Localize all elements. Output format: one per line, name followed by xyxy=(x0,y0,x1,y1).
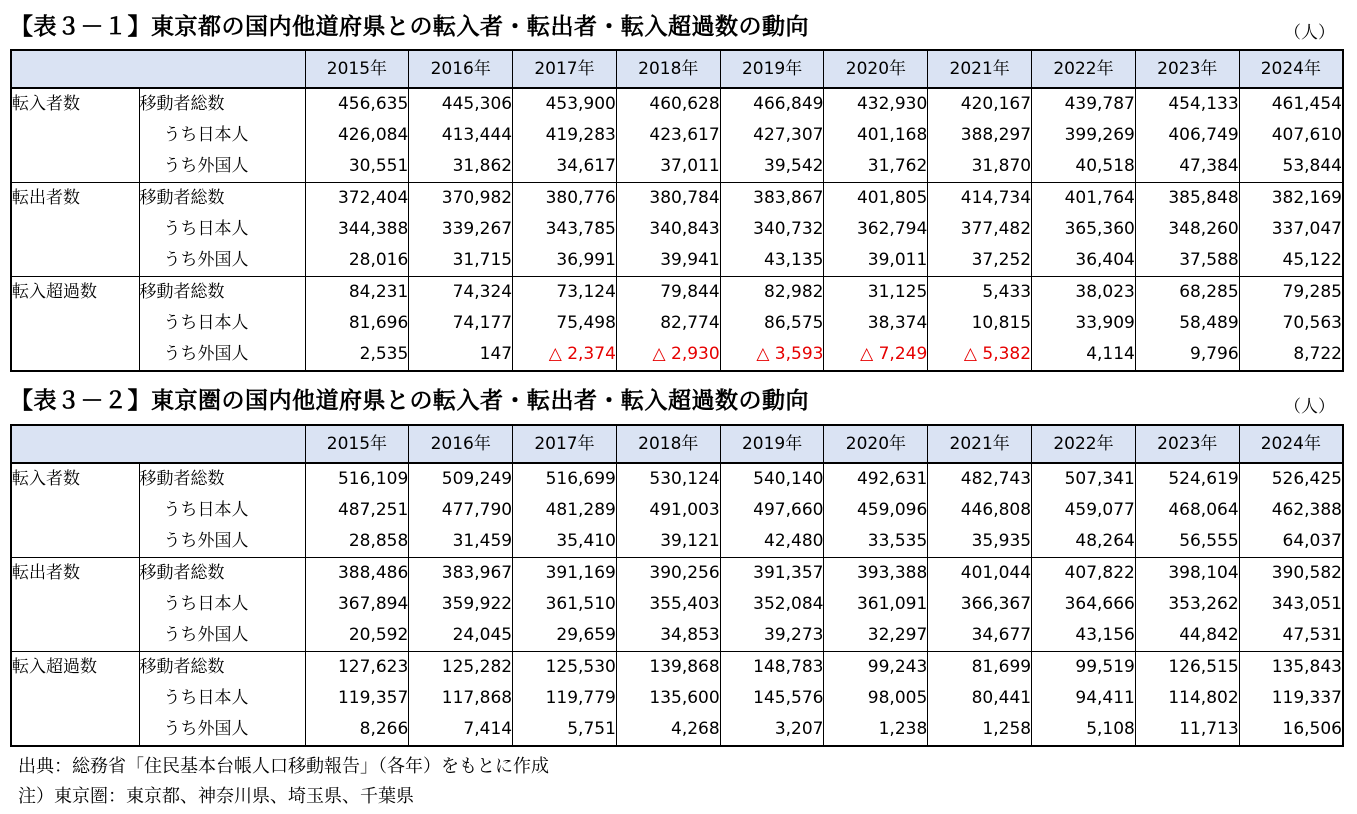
value-cell: 370,982 xyxy=(409,183,513,215)
value-cell: △ 2,374 xyxy=(513,339,617,371)
table-row xyxy=(11,245,1343,277)
value-cell: 459,096 xyxy=(824,495,928,526)
year-header: 2021年 xyxy=(928,50,1032,88)
year-header: 2024年 xyxy=(1239,425,1343,463)
value-cell: 372,404 xyxy=(305,183,409,215)
value-cell: △ 2,930 xyxy=(616,339,720,371)
value-cell: 42,480 xyxy=(720,526,824,558)
value-cell: 32,297 xyxy=(824,620,928,652)
year-header: 2017年 xyxy=(513,50,617,88)
value-cell: 5,433 xyxy=(928,277,1032,309)
value-cell: 393,388 xyxy=(824,558,928,590)
value-cell: 461,454 xyxy=(1239,88,1343,120)
value-cell: 20,592 xyxy=(305,620,409,652)
value-cell: 29,659 xyxy=(513,620,617,652)
value-cell: 401,168 xyxy=(824,120,928,151)
table2-title-row xyxy=(10,378,1347,418)
value-cell: 126,515 xyxy=(1135,652,1239,684)
value-cell: 37,588 xyxy=(1135,245,1239,277)
value-cell: 352,084 xyxy=(720,589,824,620)
value-cell: 34,617 xyxy=(513,151,617,183)
value-cell: 39,941 xyxy=(616,245,720,277)
value-cell: 362,794 xyxy=(824,214,928,245)
value-cell: 1,258 xyxy=(928,714,1032,746)
value-cell: 79,844 xyxy=(616,277,720,309)
row-label: うち外国人 xyxy=(139,339,305,371)
footnote: 注）東京圏：東京都、神奈川県、埼玉県、千葉県 xyxy=(18,786,414,807)
value-cell: 509,249 xyxy=(409,463,513,495)
value-cell: 82,982 xyxy=(720,277,824,309)
value-cell: 30,551 xyxy=(305,151,409,183)
value-cell: 385,848 xyxy=(1135,183,1239,215)
value-cell: 343,785 xyxy=(513,214,617,245)
value-cell: 33,535 xyxy=(824,526,928,558)
value-cell: 361,091 xyxy=(824,589,928,620)
value-cell: △ 3,593 xyxy=(720,339,824,371)
value-cell: 426,084 xyxy=(305,120,409,151)
table-row xyxy=(11,214,1343,245)
year-header: 2015年 xyxy=(305,50,409,88)
value-cell: 380,776 xyxy=(513,183,617,215)
value-cell: 117,868 xyxy=(409,683,513,714)
row-label: 移動者総数 xyxy=(139,558,305,590)
table1-unit: （人） xyxy=(1284,23,1335,43)
year-header: 2018年 xyxy=(616,50,720,88)
table-row xyxy=(11,526,1343,558)
table-row xyxy=(11,620,1343,652)
value-cell: 406,749 xyxy=(1135,120,1239,151)
value-cell: 530,124 xyxy=(616,463,720,495)
year-header: 2023年 xyxy=(1135,425,1239,463)
value-cell: 390,582 xyxy=(1239,558,1343,590)
value-cell: 31,762 xyxy=(824,151,928,183)
row-label: うち外国人 xyxy=(139,526,305,558)
value-cell: 453,900 xyxy=(513,88,617,120)
value-cell: 482,743 xyxy=(928,463,1032,495)
value-cell: 477,790 xyxy=(409,495,513,526)
category-cell: 転入超過数 xyxy=(12,657,97,677)
value-cell: 344,388 xyxy=(305,214,409,245)
category-cell xyxy=(11,308,139,339)
header-row xyxy=(11,425,1343,463)
row-label: うち外国人 xyxy=(139,151,305,183)
value-cell: 53,844 xyxy=(1239,151,1343,183)
value-cell: 456,635 xyxy=(305,88,409,120)
header-row xyxy=(11,50,1343,88)
value-cell: 125,530 xyxy=(513,652,617,684)
value-cell: 86,575 xyxy=(720,308,824,339)
value-cell: 3,207 xyxy=(720,714,824,746)
value-cell: 524,619 xyxy=(1135,463,1239,495)
value-cell: 139,868 xyxy=(616,652,720,684)
value-cell: 401,764 xyxy=(1032,183,1136,215)
value-cell: 28,858 xyxy=(305,526,409,558)
category-cell xyxy=(11,245,139,277)
value-cell: 82,774 xyxy=(616,308,720,339)
table-row xyxy=(11,495,1343,526)
value-cell: 5,751 xyxy=(513,714,617,746)
value-cell: 355,403 xyxy=(616,589,720,620)
value-cell: 361,510 xyxy=(513,589,617,620)
value-cell: 43,135 xyxy=(720,245,824,277)
value-cell: 16,506 xyxy=(1239,714,1343,746)
value-cell: 135,843 xyxy=(1239,652,1343,684)
category-cell: 転入者数 xyxy=(12,94,80,114)
value-cell: 47,384 xyxy=(1135,151,1239,183)
value-cell: 79,285 xyxy=(1239,277,1343,309)
value-cell: 413,444 xyxy=(409,120,513,151)
value-cell: 11,713 xyxy=(1135,714,1239,746)
value-cell: 407,822 xyxy=(1032,558,1136,590)
value-cell: 380,784 xyxy=(616,183,720,215)
table-row xyxy=(11,558,1343,590)
value-cell: 439,787 xyxy=(1032,88,1136,120)
value-cell: 491,003 xyxy=(616,495,720,526)
table-row xyxy=(11,463,1343,495)
table-row xyxy=(11,652,1343,684)
category-cell xyxy=(11,151,139,183)
value-cell: 28,016 xyxy=(305,245,409,277)
table1-title: 【表３－１】東京都の国内他道府県との転入者・転出者・転入超過数の動向 xyxy=(10,14,809,40)
year-header: 2020年 xyxy=(824,425,928,463)
value-cell: 401,805 xyxy=(824,183,928,215)
category-cell xyxy=(11,714,139,746)
value-cell: △ 5,382 xyxy=(928,339,1032,371)
value-cell: 432,930 xyxy=(824,88,928,120)
table2-title: 【表３－２】東京圏の国内他道府県との転入者・転出者・転入超過数の動向 xyxy=(10,388,809,414)
value-cell: 34,853 xyxy=(616,620,720,652)
value-cell: 4,114 xyxy=(1032,339,1136,371)
value-cell: 414,734 xyxy=(928,183,1032,215)
value-cell: 145,576 xyxy=(720,683,824,714)
value-cell: 388,486 xyxy=(305,558,409,590)
category-cell xyxy=(11,526,139,558)
category-cell xyxy=(11,495,139,526)
value-cell: 348,260 xyxy=(1135,214,1239,245)
value-cell: 31,870 xyxy=(928,151,1032,183)
category-cell xyxy=(11,620,139,652)
value-cell: 119,779 xyxy=(513,683,617,714)
value-cell: 119,337 xyxy=(1239,683,1343,714)
header-corner-cell xyxy=(11,425,305,463)
value-cell: 2,535 xyxy=(305,339,409,371)
value-cell: 390,256 xyxy=(616,558,720,590)
value-cell: 8,266 xyxy=(305,714,409,746)
value-cell: 446,808 xyxy=(928,495,1032,526)
value-cell: 337,047 xyxy=(1239,214,1343,245)
value-cell: 73,124 xyxy=(513,277,617,309)
value-cell: 39,121 xyxy=(616,526,720,558)
row-label: 移動者総数 xyxy=(139,463,305,495)
value-cell: 38,023 xyxy=(1032,277,1136,309)
value-cell: 84,231 xyxy=(305,277,409,309)
value-cell: 343,051 xyxy=(1239,589,1343,620)
value-cell: 516,109 xyxy=(305,463,409,495)
value-cell: 365,360 xyxy=(1032,214,1136,245)
table-row xyxy=(11,683,1343,714)
value-cell: 492,631 xyxy=(824,463,928,495)
value-cell: 359,922 xyxy=(409,589,513,620)
value-cell: 497,660 xyxy=(720,495,824,526)
year-header: 2019年 xyxy=(720,425,824,463)
value-cell: 75,498 xyxy=(513,308,617,339)
value-cell: 5,108 xyxy=(1032,714,1136,746)
value-cell: 31,459 xyxy=(409,526,513,558)
row-label: 移動者総数 xyxy=(139,652,305,684)
value-cell: 37,252 xyxy=(928,245,1032,277)
value-cell: 364,666 xyxy=(1032,589,1136,620)
value-cell: 468,064 xyxy=(1135,495,1239,526)
value-cell: 40,518 xyxy=(1032,151,1136,183)
value-cell: 125,282 xyxy=(409,652,513,684)
table-row xyxy=(11,589,1343,620)
table-row xyxy=(11,88,1343,120)
value-cell: 4,268 xyxy=(616,714,720,746)
year-header: 2020年 xyxy=(824,50,928,88)
value-cell: 119,357 xyxy=(305,683,409,714)
category-cell: 転出者数 xyxy=(12,563,80,583)
value-cell: 114,802 xyxy=(1135,683,1239,714)
value-cell: 48,264 xyxy=(1032,526,1136,558)
value-cell: 9,796 xyxy=(1135,339,1239,371)
value-cell: 81,696 xyxy=(305,308,409,339)
table-row xyxy=(11,714,1343,746)
value-cell: 391,169 xyxy=(513,558,617,590)
value-cell: 7,414 xyxy=(409,714,513,746)
value-cell: 340,732 xyxy=(720,214,824,245)
value-cell: 377,482 xyxy=(928,214,1032,245)
value-cell: 407,610 xyxy=(1239,120,1343,151)
year-header: 2024年 xyxy=(1239,50,1343,88)
category-cell xyxy=(11,339,139,371)
value-cell: 68,285 xyxy=(1135,277,1239,309)
source-note: 出典：総務省「住民基本台帳人口移動報告」（各年）をもとに作成 xyxy=(18,756,549,777)
value-cell: 39,273 xyxy=(720,620,824,652)
value-cell: 36,991 xyxy=(513,245,617,277)
value-cell: 58,489 xyxy=(1135,308,1239,339)
value-cell: 353,262 xyxy=(1135,589,1239,620)
table2 xyxy=(10,424,1344,747)
table-row xyxy=(11,308,1343,339)
value-cell: 339,267 xyxy=(409,214,513,245)
value-cell: 507,341 xyxy=(1032,463,1136,495)
value-cell: 383,967 xyxy=(409,558,513,590)
table2-unit: （人） xyxy=(1284,397,1335,417)
value-cell: 526,425 xyxy=(1239,463,1343,495)
value-cell: 388,297 xyxy=(928,120,1032,151)
category-cell: 転入超過数 xyxy=(12,282,97,302)
year-header: 2017年 xyxy=(513,425,617,463)
value-cell: 383,867 xyxy=(720,183,824,215)
value-cell: 37,011 xyxy=(616,151,720,183)
category-cell: 転出者数 xyxy=(12,188,80,208)
year-header: 2019年 xyxy=(720,50,824,88)
value-cell: 47,531 xyxy=(1239,620,1343,652)
row-label: 移動者総数 xyxy=(139,183,305,215)
value-cell: 64,037 xyxy=(1239,526,1343,558)
value-cell: 74,324 xyxy=(409,277,513,309)
value-cell: 540,140 xyxy=(720,463,824,495)
row-label: うち日本人 xyxy=(139,589,305,620)
value-cell: 147 xyxy=(409,339,513,371)
value-cell: 427,307 xyxy=(720,120,824,151)
value-cell: 340,843 xyxy=(616,214,720,245)
value-cell: 70,563 xyxy=(1239,308,1343,339)
value-cell: 56,555 xyxy=(1135,526,1239,558)
value-cell: 98,005 xyxy=(824,683,928,714)
value-cell: 420,167 xyxy=(928,88,1032,120)
value-cell: 31,125 xyxy=(824,277,928,309)
year-header: 2021年 xyxy=(928,425,1032,463)
value-cell: 45,122 xyxy=(1239,245,1343,277)
value-cell: 148,783 xyxy=(720,652,824,684)
row-label: 移動者総数 xyxy=(139,88,305,120)
category-cell xyxy=(11,683,139,714)
value-cell: 454,133 xyxy=(1135,88,1239,120)
value-cell: 99,243 xyxy=(824,652,928,684)
category-cell xyxy=(11,214,139,245)
table-row xyxy=(11,339,1343,371)
table-row xyxy=(11,183,1343,215)
year-header: 2022年 xyxy=(1032,425,1136,463)
category-cell xyxy=(11,589,139,620)
header-corner-cell xyxy=(11,50,305,88)
value-cell: 445,306 xyxy=(409,88,513,120)
value-cell: 398,104 xyxy=(1135,558,1239,590)
value-cell: 401,044 xyxy=(928,558,1032,590)
value-cell: 35,935 xyxy=(928,526,1032,558)
table-row xyxy=(11,120,1343,151)
category-cell: 転入者数 xyxy=(12,469,80,489)
row-label: うち外国人 xyxy=(139,245,305,277)
value-cell: 36,404 xyxy=(1032,245,1136,277)
row-label: うち外国人 xyxy=(139,620,305,652)
value-cell: 44,842 xyxy=(1135,620,1239,652)
value-cell: 10,815 xyxy=(928,308,1032,339)
row-label: うち日本人 xyxy=(139,495,305,526)
value-cell: 487,251 xyxy=(305,495,409,526)
value-cell: 466,849 xyxy=(720,88,824,120)
value-cell: 135,600 xyxy=(616,683,720,714)
row-label: 移動者総数 xyxy=(139,277,305,309)
year-header: 2016年 xyxy=(409,425,513,463)
value-cell: 94,411 xyxy=(1032,683,1136,714)
value-cell: 38,374 xyxy=(824,308,928,339)
value-cell: 8,722 xyxy=(1239,339,1343,371)
row-label: うち日本人 xyxy=(139,120,305,151)
row-label: うち日本人 xyxy=(139,308,305,339)
value-cell: △ 7,249 xyxy=(824,339,928,371)
value-cell: 382,169 xyxy=(1239,183,1343,215)
value-cell: 1,238 xyxy=(824,714,928,746)
value-cell: 31,715 xyxy=(409,245,513,277)
value-cell: 39,011 xyxy=(824,245,928,277)
value-cell: 399,269 xyxy=(1032,120,1136,151)
value-cell: 24,045 xyxy=(409,620,513,652)
value-cell: 516,699 xyxy=(513,463,617,495)
table1 xyxy=(10,49,1344,372)
value-cell: 367,894 xyxy=(305,589,409,620)
value-cell: 31,862 xyxy=(409,151,513,183)
value-cell: 460,628 xyxy=(616,88,720,120)
value-cell: 366,367 xyxy=(928,589,1032,620)
value-cell: 34,677 xyxy=(928,620,1032,652)
row-label: うち外国人 xyxy=(139,714,305,746)
year-header: 2022年 xyxy=(1032,50,1136,88)
table-row xyxy=(11,151,1343,183)
value-cell: 81,699 xyxy=(928,652,1032,684)
row-label: うち日本人 xyxy=(139,683,305,714)
value-cell: 459,077 xyxy=(1032,495,1136,526)
value-cell: 481,289 xyxy=(513,495,617,526)
value-cell: 391,357 xyxy=(720,558,824,590)
value-cell: 74,177 xyxy=(409,308,513,339)
table-row xyxy=(11,277,1343,309)
value-cell: 80,441 xyxy=(928,683,1032,714)
value-cell: 33,909 xyxy=(1032,308,1136,339)
year-header: 2023年 xyxy=(1135,50,1239,88)
table1-title-row xyxy=(10,4,1347,44)
value-cell: 423,617 xyxy=(616,120,720,151)
value-cell: 35,410 xyxy=(513,526,617,558)
year-header: 2015年 xyxy=(305,425,409,463)
value-cell: 99,519 xyxy=(1032,652,1136,684)
value-cell: 43,156 xyxy=(1032,620,1136,652)
year-header: 2016年 xyxy=(409,50,513,88)
category-cell xyxy=(11,120,139,151)
year-header: 2018年 xyxy=(616,425,720,463)
value-cell: 419,283 xyxy=(513,120,617,151)
row-label: うち日本人 xyxy=(139,214,305,245)
value-cell: 127,623 xyxy=(305,652,409,684)
value-cell: 39,542 xyxy=(720,151,824,183)
value-cell: 462,388 xyxy=(1239,495,1343,526)
